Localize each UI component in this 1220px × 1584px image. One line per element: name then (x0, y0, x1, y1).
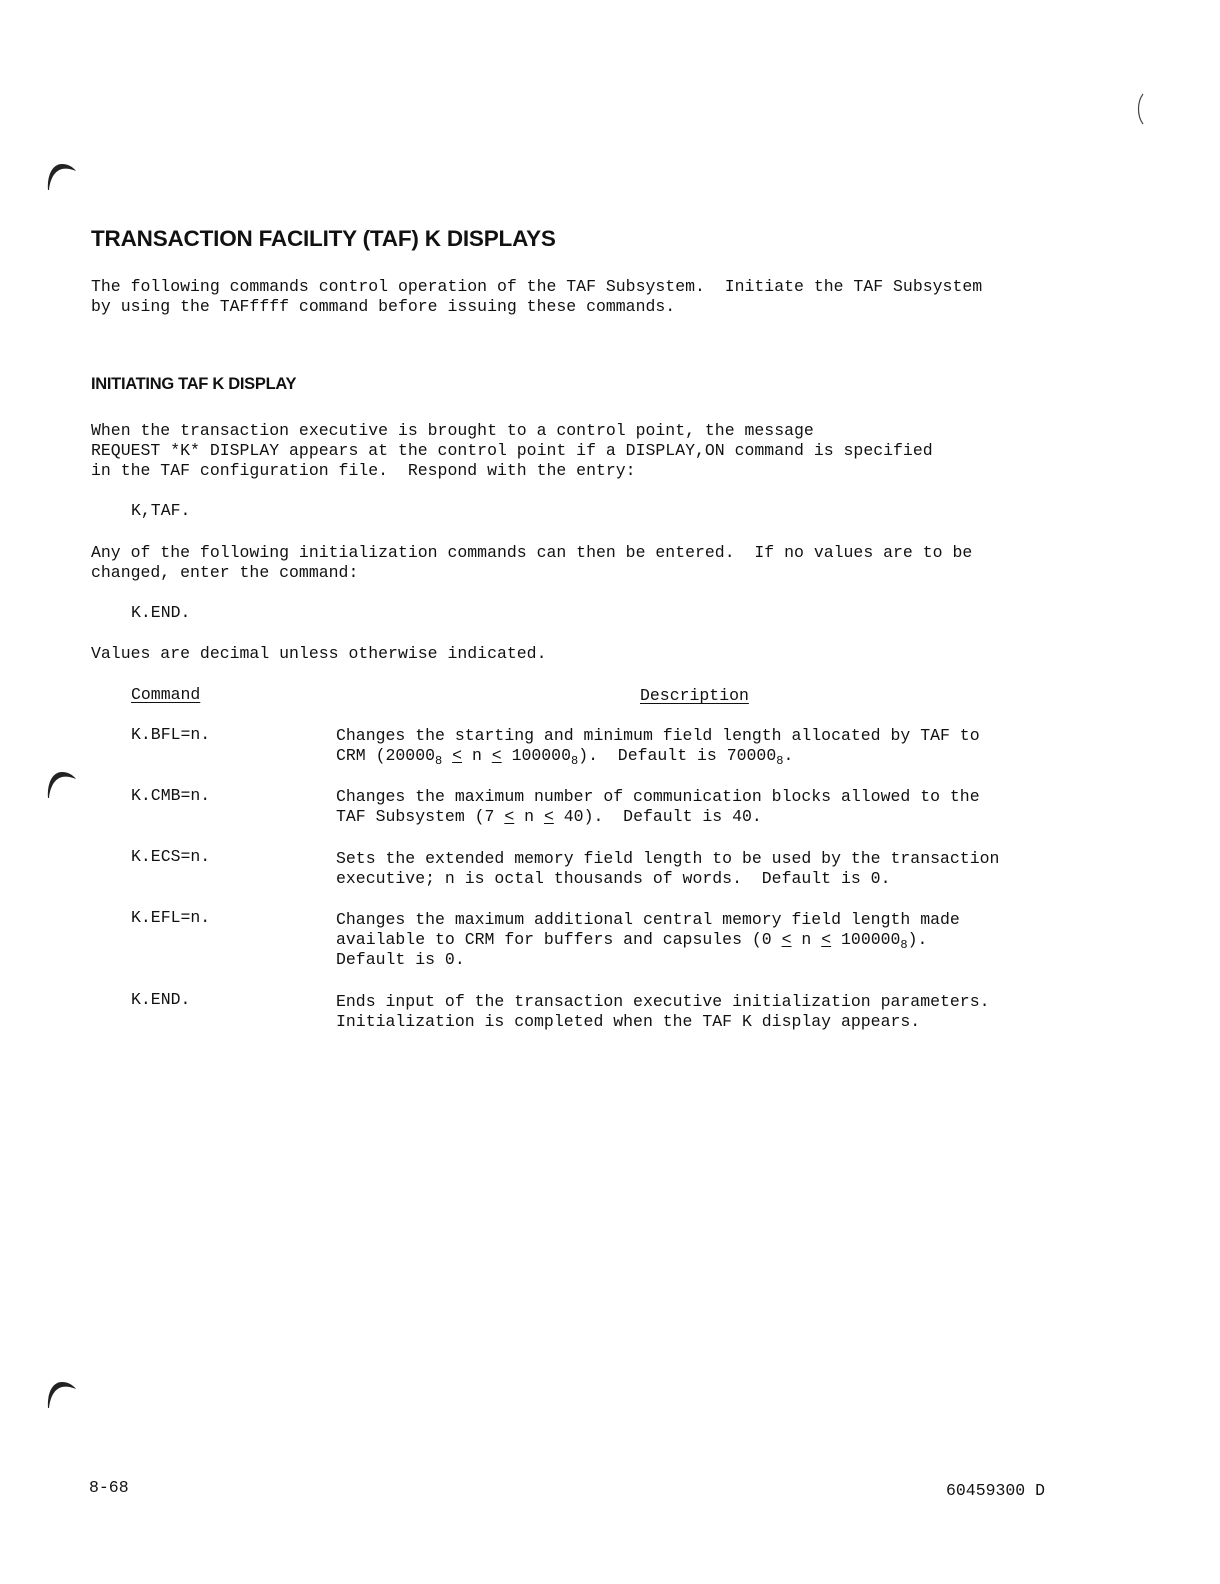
section-heading: INITIATING TAF K DISPLAY (91, 375, 297, 393)
para1-line-2: REQUEST *K* DISPLAY appears at the control point if a DISPLAY,ON command is specified (91, 441, 933, 460)
para2-line-1: Any of the following initialization commands can then be entered. If no values are to be (91, 543, 973, 562)
table-row-command: K.BFL=n. (131, 725, 211, 744)
intro-line-2: by using the TAFffff command before issuing these commands. (91, 297, 676, 316)
para1-line-3: in the TAF configuration file. Respond with the entry: (91, 461, 636, 480)
table-row-command: K.ECS=n. (131, 847, 211, 866)
binder-hole-mark-icon (44, 1376, 78, 1410)
page-number: 8-68 (89, 1478, 129, 1497)
table-row-command: K.END. (131, 990, 191, 1009)
table-row-command: K.EFL=n. (131, 908, 211, 927)
para1-line-1: When the transaction executive is brought to a control point, the message (91, 421, 814, 440)
end-command: K.END. (131, 603, 191, 622)
document-number: 60459300 D (946, 1481, 1046, 1500)
table-row-description: Changes the maximum number of communication blocks allowed to the TAF Subsystem (7 < n < 40). Default is 40. (336, 787, 980, 826)
binder-hole-mark-icon (44, 158, 78, 192)
scan-artifact-paren-icon (1133, 92, 1147, 126)
binder-hole-mark-icon (44, 766, 78, 800)
entry-command: K,TAF. (131, 501, 191, 520)
table-row-description: Sets the extended memory field length to be used by the transaction executive; n is octal thousands of words. Default is 0. (336, 849, 1000, 888)
intro-line-1: The following commands control operation of the TAF Subsystem. Initiate the TAF Subsystem (91, 277, 983, 296)
table-row-description: Ends input of the transaction executive initialization parameters. Initialization is completed when the TAF K display appears. (336, 992, 990, 1031)
page-title: TRANSACTION FACILITY (TAF) K DISPLAYS (91, 226, 556, 251)
values-note: Values are decimal unless otherwise indicated. (91, 644, 547, 663)
para2-line-2: changed, enter the command: (91, 563, 359, 582)
table-header-description: Description (640, 686, 749, 705)
table-header-command: Command (131, 685, 201, 704)
table-row-description: Changes the maximum additional central memory field length made available to CRM for buffers and capsules $(0 < n < 100000_8)$. Default is 0. (336, 910, 960, 969)
table-row-description: Changes the starting and minimum field length allocated by TAF to CRM $(20000_8 < n < 100000_8)$. Default is $70000_8$. (336, 726, 980, 768)
table-row-command: K.CMB=n. (131, 786, 211, 805)
